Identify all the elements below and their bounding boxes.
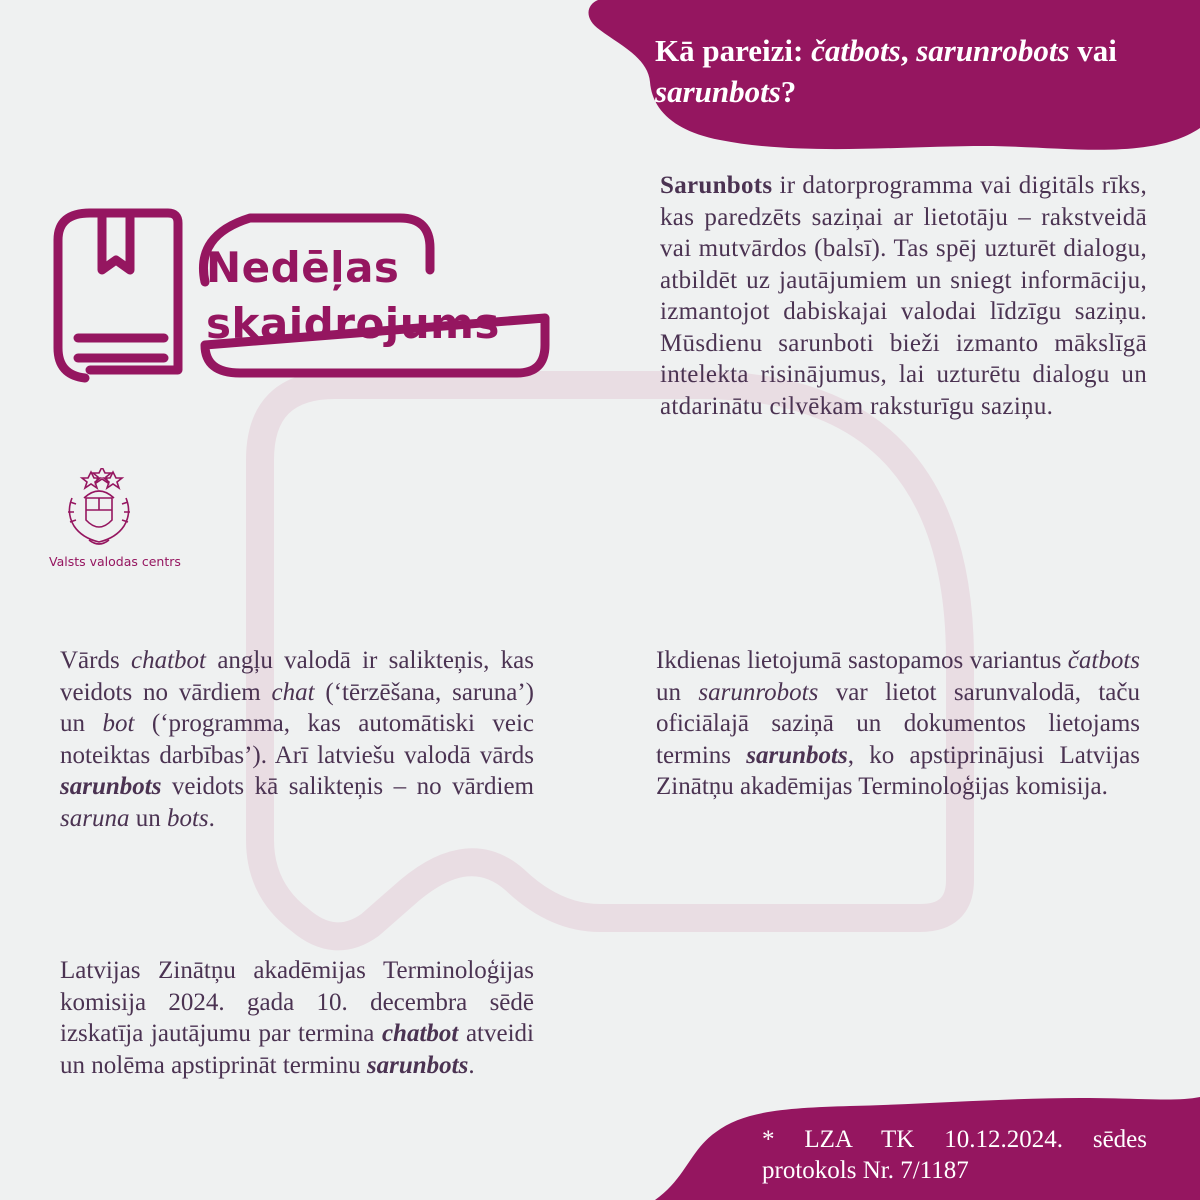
definition-term: Sarunbots <box>660 172 773 199</box>
usage-word-sarunrobots: sarunrobots <box>698 678 819 706</box>
etymology-word-chat: chat <box>271 678 315 706</box>
usage-paragraph <box>656 645 1140 803</box>
etymology-text-1: Vārds <box>60 647 132 674</box>
page-title <box>655 30 1175 112</box>
title-term-sarunrobots: sarunrobots <box>916 33 1070 68</box>
commission-text-1: Latvijas Zinātņu akadēmijas Terminoloģijas komisija 2024. gada 10. decembra sēdē izskatīja jautājumu par termina <box>60 957 534 1047</box>
logo-line-1: Nedēļas <box>206 243 400 292</box>
etymology-word-saruna: saruna <box>60 804 130 832</box>
title-question-mark: ? <box>780 74 797 109</box>
title-term-sarunbots: sarunbots <box>655 74 781 109</box>
logo-line-2: skaidrojums <box>206 299 500 348</box>
etymology-word-bot: bot <box>102 710 135 737</box>
footnote: * LZA TK 10.12.2024. sēdes protokols Nr. 7/1187 <box>762 1126 1147 1184</box>
logo-text <box>206 240 500 352</box>
title-term-catbots: čatbots <box>811 33 901 68</box>
title-or: vai <box>1069 33 1117 68</box>
definition-text: ir datorprogramma vai digitāls rīks, kas paredzēts saziņai ar lietotāju – rakstveidā vai mutvārdos (balsī). Tas spēj uzturēt dialogu, atbildēt uz jautājumiem un sniegt informāciju, izmantojot dabiskajai valodai līdzīgu saziņu. Mūsdienu sarunboti bieži izmanto mākslīgā intelekta risinājumus, lai uzturētu dialogu un atdarinātu cilvēkam raksturīgu saziņu. <box>660 172 1147 420</box>
usage-text-4: , ko apstiprinājusi Latvijas Zinātņu akadēmijas Terminoloģijas komisija. <box>656 741 1140 800</box>
etymology-text-7: . <box>208 804 215 832</box>
etymology-word-bots: bots <box>166 804 209 832</box>
usage-word-sarunbots: sarunbots <box>746 741 848 769</box>
commission-text-3: . <box>468 1051 475 1079</box>
commission-paragraph <box>60 955 534 1081</box>
etymology-text-2: angļu valodā ir salikteņis, kas veidots no vārdiem <box>60 647 534 706</box>
etymology-word-chatbot: chatbot <box>131 647 207 674</box>
title-prefix: Kā pareizi: <box>655 33 812 68</box>
commission-text-2: atveidi un nolēma apstiprināt terminu <box>60 1020 534 1079</box>
commission-word-sarunbots: sarunbots <box>366 1051 469 1079</box>
book-icon <box>58 213 178 378</box>
title-separator: , <box>900 33 917 68</box>
etymology-text-3: (‘tērzēšana, saruna’) un <box>60 678 534 737</box>
commission-word-chatbot: chatbot <box>381 1020 459 1047</box>
etymology-text-6: un <box>129 804 167 832</box>
etymology-text-4: (‘programma, kas automātiski veic noteiktas darbības’). Arī latviešu valodā vārds <box>60 710 535 769</box>
usage-text-1: Ikdienas lietojumā sastopamos variantus <box>656 647 1068 674</box>
usage-text-3: var lietot sarunvalodā, taču oficiālajā saziņā un dokumentos lietojams termins <box>656 678 1140 769</box>
organization-name: Valsts valodas centrs <box>49 554 181 569</box>
etymology-paragraph <box>60 645 534 834</box>
latvia-coat-of-arms-icon <box>52 468 147 558</box>
definition-paragraph <box>660 170 1147 422</box>
usage-text-2: un <box>656 678 699 706</box>
usage-word-catbots: čatbots <box>1067 647 1140 674</box>
etymology-text-5: veidots kā salikteņis – no vārdiem <box>161 773 534 800</box>
etymology-word-sarunbots: sarunbots <box>60 773 162 800</box>
